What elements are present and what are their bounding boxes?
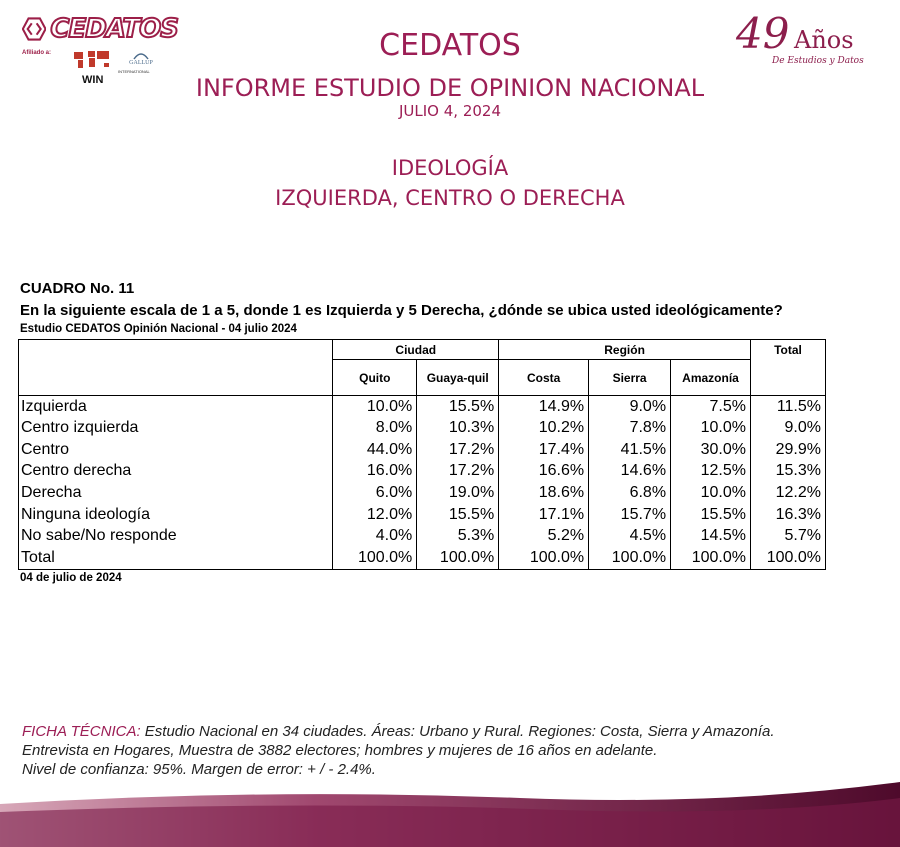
- row-value: 16.3%: [751, 504, 826, 526]
- row-value: 17.1%: [499, 504, 589, 526]
- row-value: 6.8%: [589, 482, 671, 504]
- row-value: 10.0%: [671, 417, 751, 439]
- row-label: Ninguna ideología: [19, 504, 333, 526]
- survey-question: En la siguiente escala de 1 a 5, donde 1 es Izquierda y 5 Derecha, ¿dónde se ubica usted ideológicamente?: [20, 302, 783, 319]
- total-header: Total: [751, 340, 826, 396]
- row-value: 44.0%: [333, 439, 417, 461]
- row-value: 12.2%: [751, 482, 826, 504]
- row-label: No sabe/No responde: [19, 526, 333, 548]
- table-row: [19, 547, 826, 569]
- row-value: 9.0%: [589, 396, 671, 418]
- table-row: [19, 482, 826, 504]
- table-row: [19, 526, 826, 548]
- row-value: 14.6%: [589, 461, 671, 483]
- row-value: 5.7%: [751, 526, 826, 548]
- ficha-text-1: Estudio Nacional en 34 ciudades. Áreas: Urbano y Rural. Regiones: Costa, Sierra y Amazonía.: [140, 723, 775, 740]
- row-value: 100.0%: [417, 547, 499, 569]
- row-value: 100.0%: [671, 547, 751, 569]
- row-value: 8.0%: [333, 417, 417, 439]
- table-footer-date: 04 de julio de 2024: [20, 572, 122, 584]
- row-value: 30.0%: [671, 439, 751, 461]
- report-subtitle: INFORME ESTUDIO DE OPINION NACIONAL: [195, 74, 705, 102]
- row-value: 16.0%: [333, 461, 417, 483]
- page-title: CEDATOS: [379, 28, 521, 63]
- row-value: 12.5%: [671, 461, 751, 483]
- col-header: Sierra: [589, 360, 671, 396]
- anniversary-word: Años: [794, 26, 854, 54]
- anniversary-subtitle: De Estudios y Datos: [772, 56, 864, 66]
- technical-sheet: [22, 722, 892, 779]
- table-row: [19, 504, 826, 526]
- row-value: 4.5%: [589, 526, 671, 548]
- report-date: JULIO 4, 2024: [398, 102, 501, 120]
- topic-subtitle: IZQUIERDA, CENTRO O DERECHA: [275, 186, 625, 210]
- gallup-text: GALLUP: [129, 60, 153, 66]
- row-label: Izquierda: [19, 396, 333, 418]
- ficha-label: FICHA TÉCNICA:: [22, 723, 141, 740]
- row-value: 17.2%: [417, 461, 499, 483]
- row-value: 4.0%: [333, 526, 417, 548]
- row-value: 19.0%: [417, 482, 499, 504]
- group-ciudad-header: Ciudad: [333, 340, 499, 360]
- row-value: 5.3%: [417, 526, 499, 548]
- row-value: 7.8%: [589, 417, 671, 439]
- anniversary-number: 49: [736, 9, 790, 58]
- logo-affiliation: Afiliado a:: [22, 50, 52, 56]
- row-value: 15.5%: [417, 396, 499, 418]
- row-value: 12.0%: [333, 504, 417, 526]
- row-value: 100.0%: [751, 547, 826, 569]
- row-value: 10.0%: [333, 396, 417, 418]
- row-value: 17.4%: [499, 439, 589, 461]
- table-row: [19, 396, 826, 418]
- row-label: Derecha: [19, 482, 333, 504]
- results-body: [19, 396, 826, 570]
- row-label: Centro: [19, 439, 333, 461]
- row-value: 15.7%: [589, 504, 671, 526]
- row-value: 15.5%: [417, 504, 499, 526]
- group-region-header: Región: [499, 340, 751, 360]
- table-row: [19, 417, 826, 439]
- row-label: Centro izquierda: [19, 417, 333, 439]
- row-value: 11.5%: [751, 396, 826, 418]
- study-caption: Estudio CEDATOS Opinión Nacional - 04 julio 2024: [20, 323, 297, 335]
- cuadro-number: CUADRO No. 11: [20, 280, 135, 297]
- row-value: 15.5%: [671, 504, 751, 526]
- row-value: 5.2%: [499, 526, 589, 548]
- ficha-line-2: Entrevista en Hogares, Muestra de 3882 electores; hombres y mujeres de 16 años en adelante.: [22, 742, 658, 759]
- win-label: WIN: [82, 74, 104, 86]
- topic-title: IDEOLOGÍA: [391, 156, 509, 180]
- col-header: Amazonía: [671, 360, 751, 396]
- logo-brand-text: CEDATOS: [50, 14, 178, 44]
- row-label: Total: [19, 547, 333, 569]
- row-value: 29.9%: [751, 439, 826, 461]
- row-value: 15.3%: [751, 461, 826, 483]
- row-value: 7.5%: [671, 396, 751, 418]
- bottom-wave-decoration: [0, 780, 900, 847]
- row-value: 9.0%: [751, 417, 826, 439]
- results-table: [18, 339, 826, 570]
- col-header: Guaya-quil: [417, 360, 499, 396]
- row-label: Centro derecha: [19, 461, 333, 483]
- row-value: 100.0%: [499, 547, 589, 569]
- row-value: 100.0%: [333, 547, 417, 569]
- row-value: 6.0%: [333, 482, 417, 504]
- row-value: 10.3%: [417, 417, 499, 439]
- ficha-line-3: Nivel de confianza: 95%. Margen de error: + / - 2.4%.: [22, 761, 376, 778]
- row-value: 10.0%: [671, 482, 751, 504]
- row-value: 18.6%: [499, 482, 589, 504]
- row-value: 14.5%: [671, 526, 751, 548]
- col-header: Costa: [499, 360, 589, 396]
- gallup-sub-text: INTERNATIONAL: [118, 69, 150, 74]
- row-value: 10.2%: [499, 417, 589, 439]
- col-header: Quito: [333, 360, 417, 396]
- table-row: [19, 461, 826, 483]
- table-row: [19, 439, 826, 461]
- row-value: 17.2%: [417, 439, 499, 461]
- row-value: 16.6%: [499, 461, 589, 483]
- row-value: 14.9%: [499, 396, 589, 418]
- row-value: 41.5%: [589, 439, 671, 461]
- ficha-line-1: [22, 722, 892, 741]
- corner-cell: [19, 340, 333, 360]
- row-value: 100.0%: [589, 547, 671, 569]
